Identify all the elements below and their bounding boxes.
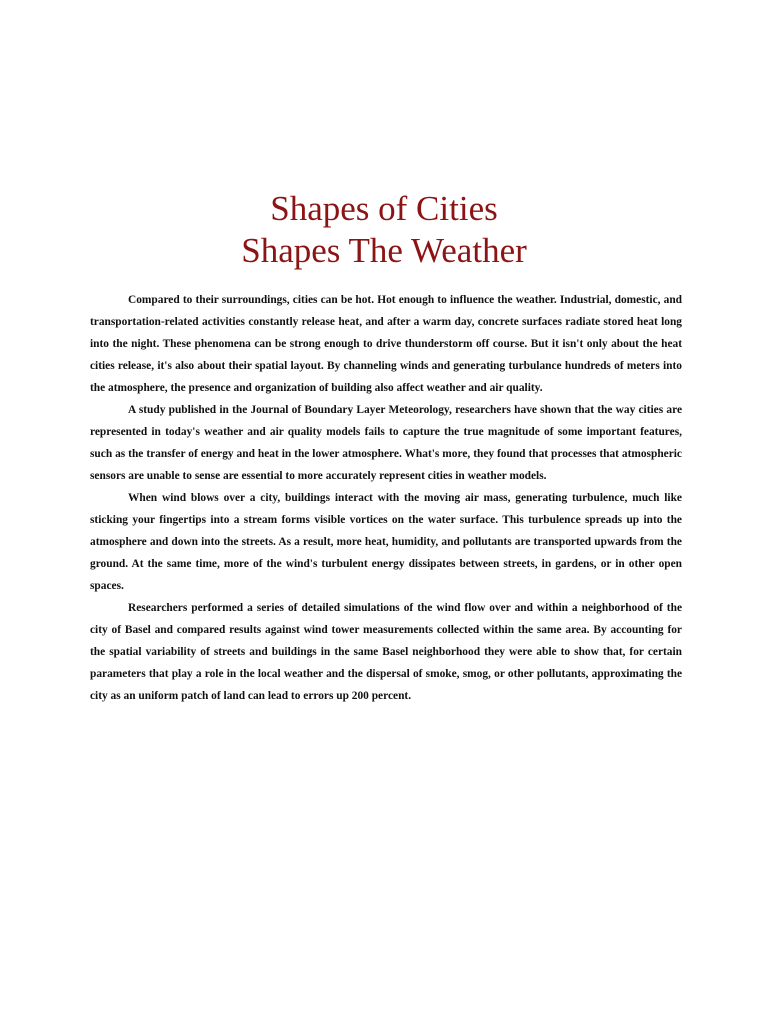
paragraph-4: Researchers performed a series of detailed simulations of the wind flow over and within a neighborhood of the city of Basel and compared results against wind tower measurements collected within the same area. By accounting for the spatial variability of streets and buildings in the same Basel neighborhood they were able to show that, for certain parameters that play a role in the local weather and the dispersal of smoke, smog, or other pollutants, approximating the city as an uniform patch of land can lead to errors up 200 percent. xyxy=(90,602,682,702)
title-line-1: Shapes of Cities xyxy=(270,189,498,228)
document-title xyxy=(0,188,768,272)
paragraph-3: When wind blows over a city, buildings interact with the moving air mass, generating turbulence, much like sticking your fingertips into a stream forms visible vortices on the water surface. This turbulence spreads up into the atmosphere and down into the streets. As a result, more heat, humidity, and pollutants are transported upwards from the ground. At the same time, more of the wind's turbulent energy dissipates between streets, in gardens, or in other open spaces. xyxy=(90,492,682,592)
paragraph-1: Compared to their surroundings, cities can be hot. Hot enough to influence the weather. Industrial, domestic, and transportation-related activities constantly release heat, and after a warm day, concrete surfaces radiate stored heat long into the night. These phenomena can be strong enough to drive thunderstorm off course. But it isn't only about the heat cities release, it's also about their spatial layout. By channeling winds and generating turbulance hundreds of meters into the atmosphere, the presence and organization of building also affect weather and air quality. xyxy=(90,294,682,394)
paragraph-2: A study published in the Journal of Boundary Layer Meteorology, researchers have shown that the way cities are represented in today's weather and air quality models fails to capture the true magnitude of some important features, such as the transfer of energy and heat in the lower atmosphere. What's more, they found that processes that atmospheric sensors are unable to sense are essential to more accurately represent cities in weather models. xyxy=(90,404,682,482)
article-body xyxy=(90,289,682,707)
title-line-2: Shapes The Weather xyxy=(241,231,527,270)
